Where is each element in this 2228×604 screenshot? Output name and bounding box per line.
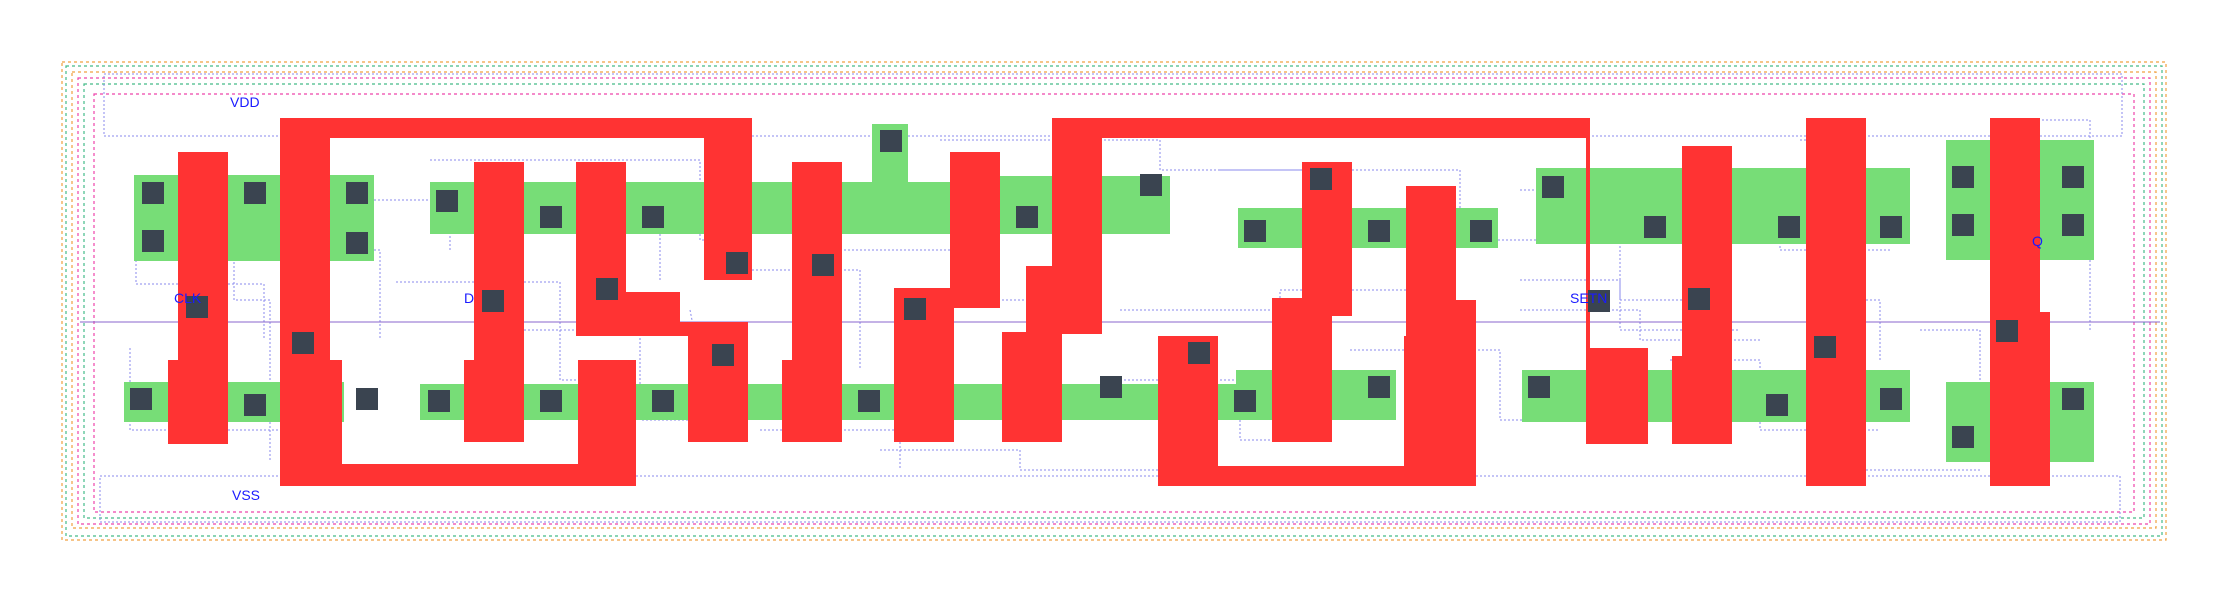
contact-square-icon [292,332,314,354]
contact-square-icon [880,130,902,152]
contact-square-icon [1188,342,1210,364]
contact-square-icon [482,290,504,312]
contact-square-icon [244,182,266,204]
contact-square-icon [1644,216,1666,238]
contact-square-icon [1368,376,1390,398]
contact-square-icon [652,390,674,412]
label-vss: VSS [232,487,261,503]
route-10 [880,450,1200,470]
contact-square-icon [726,252,748,274]
contact-square-icon [1952,214,1974,236]
contact-square-icon [1310,168,1332,190]
label-vdd: VDD [230,94,260,110]
label-setn: SETN [1570,290,1608,306]
contact-square-icon [1952,166,1974,188]
contact-square-icon [540,206,562,228]
contact-square-icon [1814,336,1836,358]
contact-square-icon [904,298,926,320]
contact-square-icon [1688,288,1710,310]
contact-square-icon [356,388,378,410]
contact-square-icon [436,190,458,212]
contact-square-icon [540,390,562,412]
contact-square-icon [130,388,152,410]
contact-square-icon [1140,174,1162,196]
contact-square-icon [1778,216,1800,238]
poly-gate-11 [1806,118,1866,486]
label-q: Q [2032,233,2043,249]
contact-square-icon [1244,220,1266,242]
contact-square-icon [596,278,618,300]
contact-square-icon [1996,320,2018,342]
contact-square-icon [2062,166,2084,188]
poly-gate-9 [1406,186,1456,336]
contact-square-icon [428,390,450,412]
contact-square-icon [2062,388,2084,410]
contact-square-icon [1100,376,1122,398]
label-d: D [464,290,475,306]
contact-square-icon [142,182,164,204]
contact-square-icon [1880,216,1902,238]
contact-square-icon [712,344,734,366]
contact-square-icon [1368,220,1390,242]
contact-square-icon [1952,426,1974,448]
contact-square-icon [642,206,664,228]
contact-square-icon [2062,214,2084,236]
diffusion-layer [124,124,2094,462]
contact-square-icon [1470,220,1492,242]
contact-square-icon [346,182,368,204]
contact-square-icon [1234,390,1256,412]
contact-square-icon [346,232,368,254]
contact-square-icon [1766,394,1788,416]
contact-square-icon [812,254,834,276]
contact-square-icon [858,390,880,412]
route-13 [1120,290,1420,310]
contact-square-icon [244,394,266,416]
contact-square-icon [1542,176,1564,198]
label-clk: CLK [174,290,202,306]
contact-square-icon [1016,206,1038,228]
contact-square-icon [1528,376,1550,398]
contact-square-icon [1880,388,1902,410]
pin-labels [174,94,2043,503]
contact-square-icon [142,230,164,252]
